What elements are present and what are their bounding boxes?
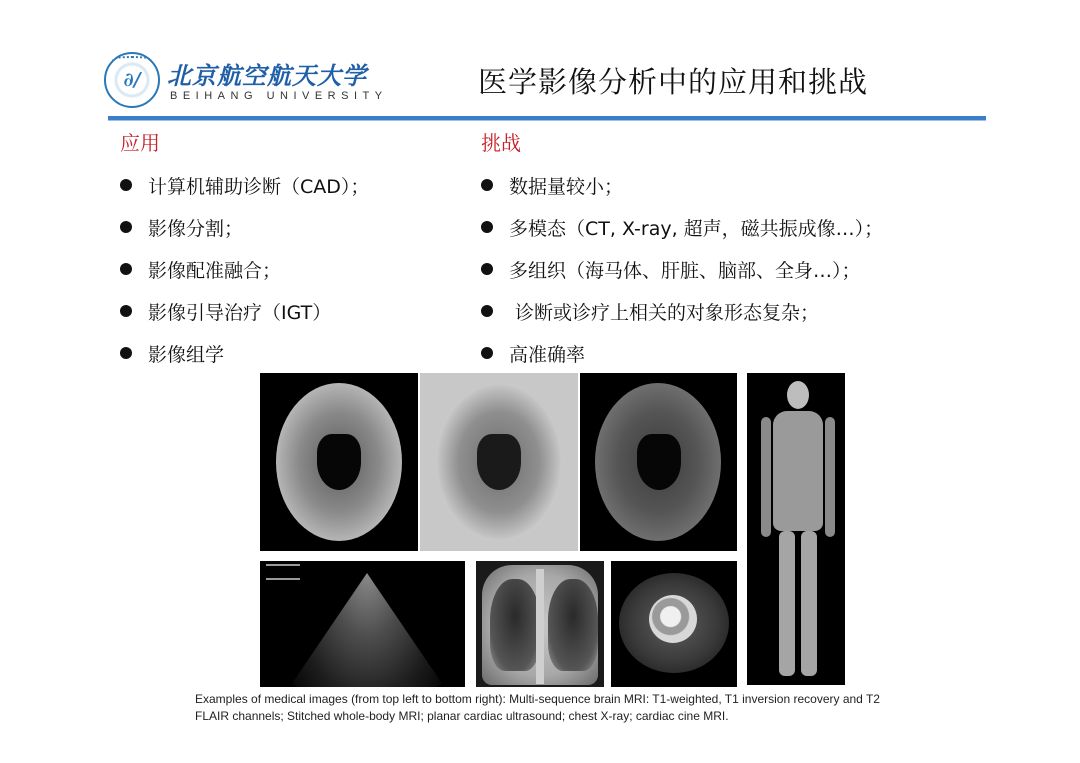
bullet-icon [481, 221, 493, 233]
logo-english-name: BEIHANG UNIVERSITY [170, 90, 388, 102]
list-item-text: 多组织（海马体、肝脏、脑部、全身…）； [509, 259, 861, 282]
list-item-text: 影像引导治疗（IGT） [148, 301, 332, 324]
list-item-text: 影像配准融合； [148, 259, 282, 282]
bullet-icon [481, 305, 493, 317]
list-item [120, 332, 369, 374]
list-item-text: 诊断或诊疗上相关的对象形态复杂； [509, 301, 820, 324]
list-item-text: 影像分割； [148, 217, 244, 240]
list-item [120, 164, 369, 206]
figure-caption: Examples of medical images (from top left to bottom right): Multi-sequence brain MRI: T1-weighted, T1 inversion recovery and T2 FLAIR channels; Stitched whole-body MRI; planar cardiac ultrasound; chest X-ray; cardiac cine MRI. [195, 692, 880, 723]
logo-chinese-name: 北京航空航天大学 [167, 61, 367, 90]
brain-mri-t1-image [260, 373, 418, 551]
list-item [120, 290, 369, 332]
applications-column [120, 130, 369, 374]
list-item [481, 290, 883, 332]
list-item [481, 248, 883, 290]
university-emblem-icon: ∂∕ [104, 52, 160, 108]
cardiac-ultrasound-image [260, 561, 465, 687]
bullet-icon [120, 347, 132, 359]
bullet-icon [481, 179, 493, 191]
bullet-icon [481, 263, 493, 275]
list-item-text: 高准确率 [509, 343, 586, 366]
brain-mri-flair-image [580, 373, 737, 551]
list-item [120, 248, 369, 290]
chest-xray-image [476, 561, 604, 687]
whole-body-mri-image [747, 373, 845, 685]
bullet-icon [120, 263, 132, 275]
list-item-text: 计算机辅助诊断（CAD）； [148, 175, 370, 198]
list-item [481, 332, 883, 374]
brain-mri-t1-ir-image [420, 373, 578, 551]
list-item-text: 多模态（CT, X-ray, 超声，磁共振成像…）； [509, 217, 884, 240]
cardiac-cine-mri-image [611, 561, 737, 687]
list-item [481, 206, 883, 248]
challenges-list [481, 164, 883, 374]
slide-title: 医学影像分析中的应用和挑战 [478, 65, 869, 99]
bullet-icon [481, 347, 493, 359]
list-item [481, 164, 883, 206]
applications-heading: 应用 [120, 131, 160, 155]
list-item-text: 数据量较小； [509, 175, 624, 198]
bullet-icon [120, 305, 132, 317]
list-item [120, 206, 369, 248]
header-divider [108, 116, 986, 120]
applications-list [120, 164, 369, 374]
challenges-heading: 挑战 [481, 131, 521, 155]
challenges-column [481, 130, 883, 374]
bullet-icon [120, 179, 132, 191]
university-logo [104, 52, 394, 110]
bullet-icon [120, 221, 132, 233]
list-item-text: 影像组学 [148, 343, 225, 366]
